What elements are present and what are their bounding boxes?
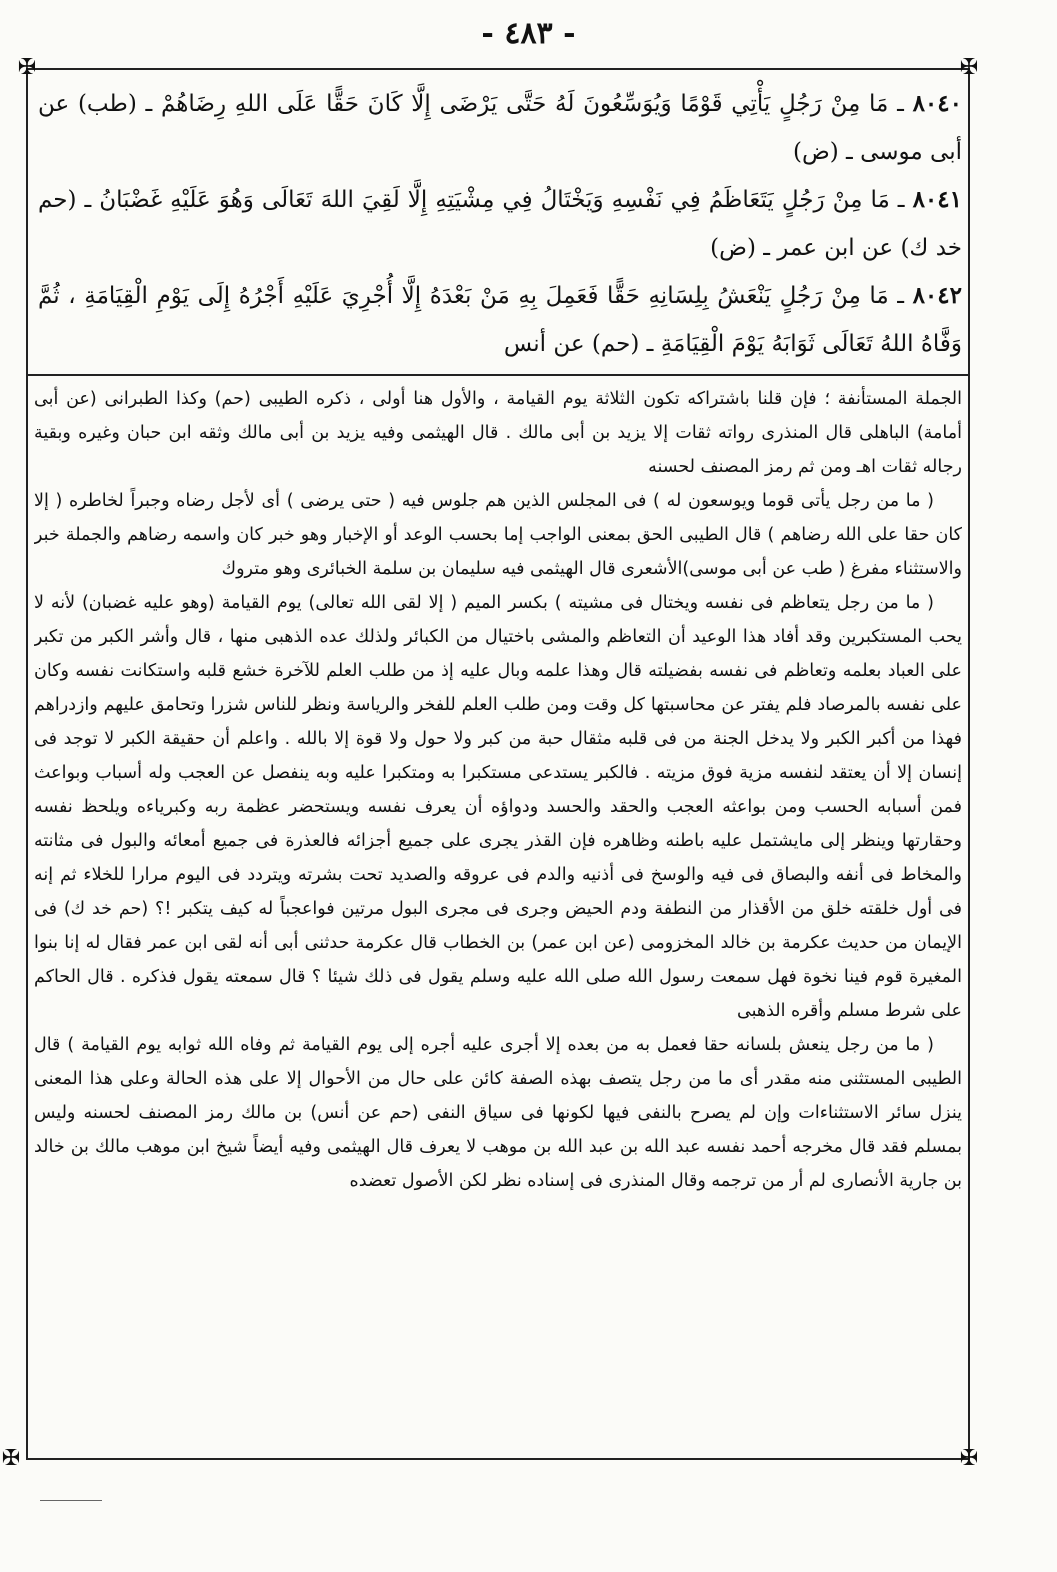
hadith-number: ٨٠٤٠ xyxy=(912,90,962,117)
hadith-text: مَا مِنْ رَجُلٍ يَأْتِي قَوْمًا وَيُوَسِّعُونَ لَهُ حَتَّى يَرْضَى إِلَّا كَانَ حَقًّا عَلَى اللهِ رِضَاهُمْ ـ (طب) عن أبى موسى ـ (ض) xyxy=(38,91,962,165)
hadith-entry: ٨٠٤٢ ـ مَا مِنْ رَجُلٍ يَنْعَشُ بِلِسَانِهِ حَقًّا فَعَمِلَ بِهِ مَنْ بَعْدَهُ إِلَّا أُجْرِيَ عَلَيْهِ أَجْرُهُ إِلَى يَوْمِ الْقِيَامَةِ ، ثُمَّ وَفَّاهُ اللهُ تَعَالَى ثَوَابَهُ يَوْمَ الْقِيَامَةِ ـ (حم) عن أنس xyxy=(38,282,962,357)
commentary-paragraph: ( ما من رجل يأتى قوما ويوسعون له ) فى المجلس الذين هم جلوس فيه ( حتى يرضى ) أى لأجل رضاه وجبراً لخاطره ( إلا كان حقا على الله رضاهم ) قال الطيبى الحق بمعنى الواجب إما بحسب الوعد أو الإخبار وهو خبر كان واسمه رضاهم والجملة خبر والاستثناء مفرغ ( طب عن أبى موسى)الأشعرى قال الهيثمى فيه سليمان بن سلمة الخبائرى وهو متروك xyxy=(34,491,962,579)
corner-ornament-icon: ✠ xyxy=(1,1446,21,1471)
hadith-entry: ٨٠٤١ ـ مَا مِنْ رَجُلٍ يَتَعَاظَمُ فِي نَفْسِهِ وَيَخْتَالُ فِي مِشْيَتِهِ إِلَّا لَقِيَ اللهَ تَعَالَى وَهُوَ عَلَيْهِ غَضْبَانُ ـ (حم خد ك) عن ابن عمر ـ (ض) xyxy=(38,186,962,261)
footnote-rule xyxy=(40,1500,102,1501)
commentary-body xyxy=(34,382,962,1454)
hadith-text: مَا مِنْ رَجُلٍ يَتَعَاظَمُ فِي نَفْسِهِ وَيَخْتَالُ فِي مِشْيَتِهِ إِلَّا لَقِيَ اللهَ تَعَالَى وَهُوَ عَلَيْهِ غَضْبَانُ ـ (حم خد ك) عن ابن عمر ـ (ض) xyxy=(38,187,962,261)
commentary-paragraph: ( ما من رجل ينعش بلسانه حقا فعمل به من بعده إلا أجرى عليه أجره إلى يوم القيامة ثم وفاه الله ثوابه يوم القيامة ) قال الطيبى المستثنى منه مقدر أى ما من رجل يتصف بهذه الصفة كائن على حال من الأحوال إلا على هذه الحالة وعلى هذا المعنى ينزل سائر الاستثناءات وإن لم يصرح بالنفى فيها لكونها فى سياق النفى (حم عن أنس) بن مالك رمز المصنف لحسنه وليس بمسلم فقد قال مخرجه أحمد نفسه عبد الله بن عبد الله بن موهب لا يعرف قال الهيثمى وفيه أيضاً شيخ ابن موهب مالك بن خالد بن جارية الأنصارى لم أر من ترجمه وقال المنذرى فى إسناده نظر لكن الأصول تعضده xyxy=(34,1035,962,1191)
hadith-number: ٨٠٤١ xyxy=(912,186,962,213)
hadith-list xyxy=(38,80,962,370)
page-number: - ٤٨٣ - xyxy=(481,16,576,51)
hadith-number: ٨٠٤٢ xyxy=(912,282,962,309)
corner-ornament-icon: ✠ xyxy=(17,55,37,80)
corner-ornament-icon: ✠ xyxy=(959,1446,979,1471)
frame-left-border xyxy=(26,68,28,1458)
corner-ornament-icon: ✠ xyxy=(959,55,979,80)
hadith-text: مَا مِنْ رَجُلٍ يَنْعَشُ بِلِسَانِهِ حَقًّا فَعَمِلَ بِهِ مَنْ بَعْدَهُ إِلَّا أُجْرِيَ عَلَيْهِ أَجْرُهُ إِلَى يَوْمِ الْقِيَامَةِ ، ثُمَّ وَفَّاهُ اللهُ تَعَالَى ثَوَابَهُ يَوْمَ الْقِيَامَةِ ـ (حم) عن أنس xyxy=(38,283,962,357)
hadith-entry: ٨٠٤٠ ـ مَا مِنْ رَجُلٍ يَأْتِي قَوْمًا وَيُوَسِّعُونَ لَهُ حَتَّى يَرْضَى إِلَّا كَانَ حَقًّا عَلَى اللهِ رِضَاهُمْ ـ (طب) عن أبى موسى ـ (ض) xyxy=(38,90,962,165)
commentary-paragraph: الجملة المستأنفة ؛ فإن قلنا باشتراكه تكون الثلاثة يوم القيامة ، والأول هنا أولى ، ذكره الطيبى (حم) وكذا الطبرانى (عن أبى أمامة) الباهلى قال المنذرى رواته ثقات إلا يزيد بن أبى مالك . قال الهيثمى وفيه يزيد بن أبى مالك وثقه ابن حبان وغيره وبقية رجاله ثقات اهـ ومن ثم رمز المصنف لحسنه xyxy=(34,389,962,477)
section-divider xyxy=(28,374,968,376)
commentary-paragraph: ( ما من رجل يتعاظم فى نفسه ويختال فى مشيته ) بكسر الميم ( إلا لقى الله تعالى) يوم القيامة (وهو عليه غضبان) لأنه لا يحب المستكبرين وقد أفاد هذا الوعيد أن التعاظم والمشى باختيال من الكبائر ولذلك عده الذهبى منها ، قال وأشر الكبر من تكبر على العباد بعلمه وتعاظم فى نفسه بفضيلته قال وهذا علمه وبال عليه إذ من طلب العلم للآخرة خشع قلبه واستكانت نفسه وكان على نفسه بالمرصاد فلم يفتر عن محاسبتها كل وقت ومن طلب العلم للفخر والرياسة ونظر للناس شزرا وتحامق عليهم وازدراهم فهذا من أكبر الكبر ولا يدخل الجنة من فى قلبه مثقال حبة من كبر ولا حول ولا قوة إلا بالله . واعلم أن حقيقة الكبر لا توجد فى إنسان إلا أن يعتقد لنفسه مزية فوق مزيته . فالكبر يستدعى مستكبرا به ومتكبرا عليه وبه ينفصل عن العجب وله أسباب وبواعث فمن أسبابه الحسب ومن بواعثه العجب والحقد والحسد ودواؤه أن يعرف نفسه ويستحضر عظمة ربه وكبرياءه ويلحظ نفسه وحقارتها وينظر إلى مايشتمل عليه باطنه وظاهره فإن القذر يجرى على جميع أجزائه فالعذرة فى جميع أمعائه والبول فى مثانته والمخاط فى أنفه والبصاق فى فيه والوسخ فى أذنيه والدم فى عروقه والصديد تحت بشرته ويتردد فى اليوم مرارا للخلاء ثم إنه فى أول خلقته خلق من الأقذار من النطفة ودم الحيض وجرى فى مجرى البول مرتين فواعجباً له كيف يتكبر !؟ (حم خد ك) فى الإيمان من حديث عكرمة بن خالد المخزومى (عن ابن عمر) بن الخطاب قال عكرمة حدثنى أبى أنه لقى ابن عمر فقال له إنا بنوا المغيرة قوم فينا نخوة فهل سمعت رسول الله صلى الله عليه وسلم يقول فى ذلك شيئا ؟ قال سمعته يقول فذكره . قال الحاكم على شرط مسلم وأقره الذهبى xyxy=(34,593,962,1021)
frame-bottom-border xyxy=(26,1458,970,1460)
frame-right-border xyxy=(968,68,970,1458)
frame-top-border xyxy=(26,68,970,70)
